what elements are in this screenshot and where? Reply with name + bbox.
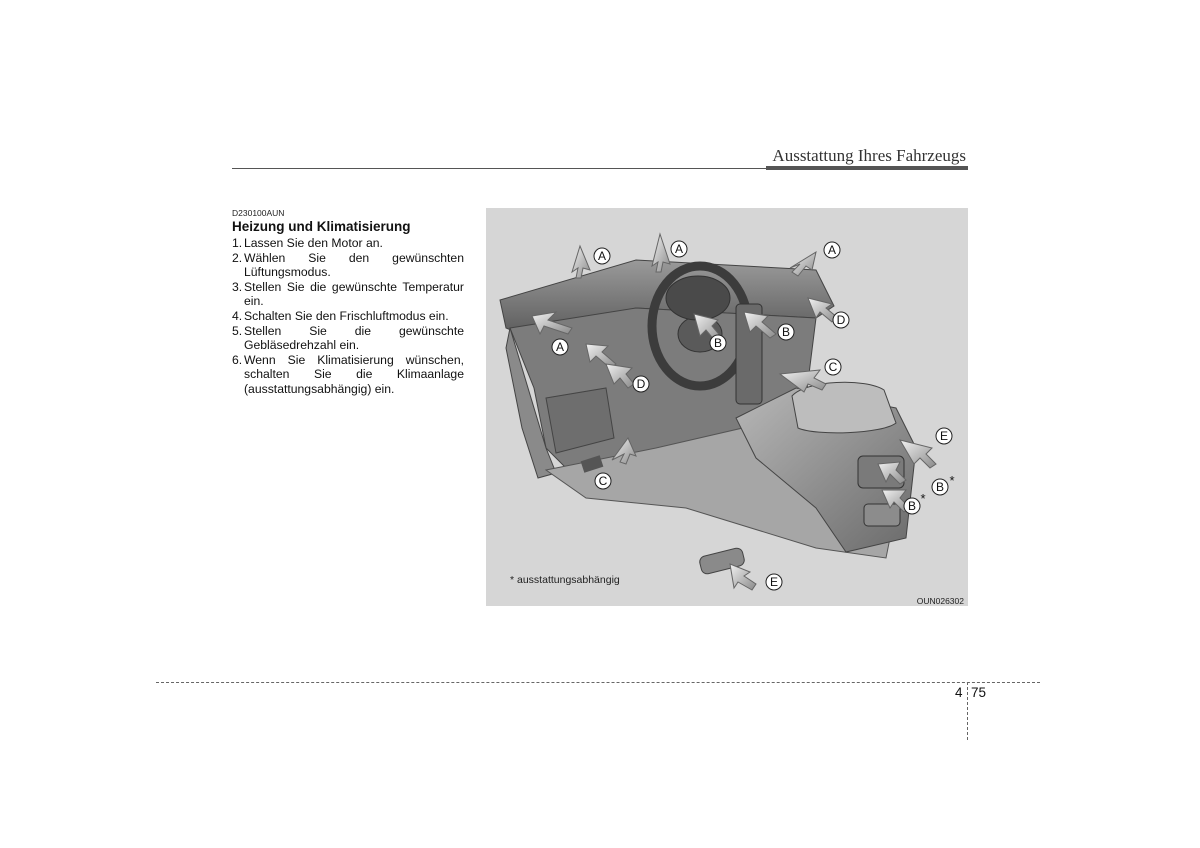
rear-vent-lower (864, 504, 900, 526)
label-a-2-text: A (674, 242, 684, 256)
list-item (232, 280, 464, 309)
label-d-1-text: D (836, 313, 846, 327)
asterisk-marker-2: * (920, 491, 926, 506)
step-number: 1. (232, 236, 243, 250)
chapter-number: 4 (955, 685, 963, 700)
asterisk-marker-1: * (949, 473, 955, 488)
header-rule (232, 168, 766, 169)
list-item (232, 353, 464, 397)
label-a-1 (594, 248, 610, 264)
dashboard-illustration (486, 208, 968, 606)
label-d-2-text: D (636, 377, 646, 391)
label-a-3 (824, 242, 840, 258)
step-number: 4. (232, 308, 243, 323)
label-b-4 (904, 498, 920, 514)
label-d-1 (833, 312, 849, 328)
label-c-2-text: C (598, 474, 608, 488)
label-a-1-text: A (597, 249, 607, 263)
figure-code: OUN026302 (916, 596, 964, 606)
step-number: 6. (232, 352, 243, 367)
instruction-list (232, 236, 464, 397)
label-a-4-text: A (555, 340, 565, 354)
page-number: 75 (971, 685, 987, 700)
step-text: Schalten Sie den Frischluftmodus ein. (244, 308, 449, 323)
page-header-title: Ausstattung Ihres Fahrzeugs (772, 146, 966, 165)
section-code: D230100AUN (232, 208, 285, 218)
step-text: Wählen Sie den gewünschten Lüftungsmodus. (244, 250, 464, 280)
armrest (792, 382, 896, 433)
label-a-2 (671, 241, 687, 257)
gauge-cluster (666, 276, 730, 320)
step-number: 2. (232, 250, 243, 265)
label-b-2-text: B (781, 325, 791, 339)
label-e-2 (766, 574, 782, 590)
list-item (232, 251, 464, 280)
label-b-3 (932, 479, 948, 495)
figure-note: * ausstattungsabhängig (510, 574, 620, 586)
step-text: Lassen Sie den Motor an. (244, 236, 383, 250)
label-e-1 (936, 428, 952, 444)
label-d-2 (633, 376, 649, 392)
step-number: 5. (232, 323, 243, 338)
ventilation-figure (486, 208, 968, 606)
label-c-2 (595, 473, 611, 489)
step-number: 3. (232, 279, 243, 294)
label-a-3-text: A (827, 243, 837, 257)
label-a-4 (552, 339, 568, 355)
header-accent-bar (766, 166, 968, 170)
list-item (232, 324, 464, 353)
label-b-4-text: B (907, 499, 917, 513)
list-item (232, 236, 464, 251)
section-heading: Heizung und Klimatisierung (232, 219, 411, 234)
label-c-1-text: C (828, 360, 838, 374)
footer-divider (967, 682, 968, 740)
step-text: Stellen Sie die gewünschte Gebläsedrehzahl ein. (244, 323, 464, 353)
list-item (232, 309, 464, 324)
label-b-1 (710, 335, 726, 351)
label-b-3-text: B (935, 480, 945, 494)
label-b-1-text: B (713, 336, 723, 350)
label-c-1 (825, 359, 841, 375)
step-text: Stellen Sie die gewünschte Temperatur ein. (244, 279, 464, 309)
label-e-1-text: E (939, 429, 949, 443)
label-e-2-text: E (769, 575, 779, 589)
step-text: Wenn Sie Klimatisierung wünschen, schalten Sie die Klimaanlage (ausstattungsabhängig) ein. (244, 352, 464, 396)
label-b-2 (778, 324, 794, 340)
footer-rule (156, 682, 1040, 683)
